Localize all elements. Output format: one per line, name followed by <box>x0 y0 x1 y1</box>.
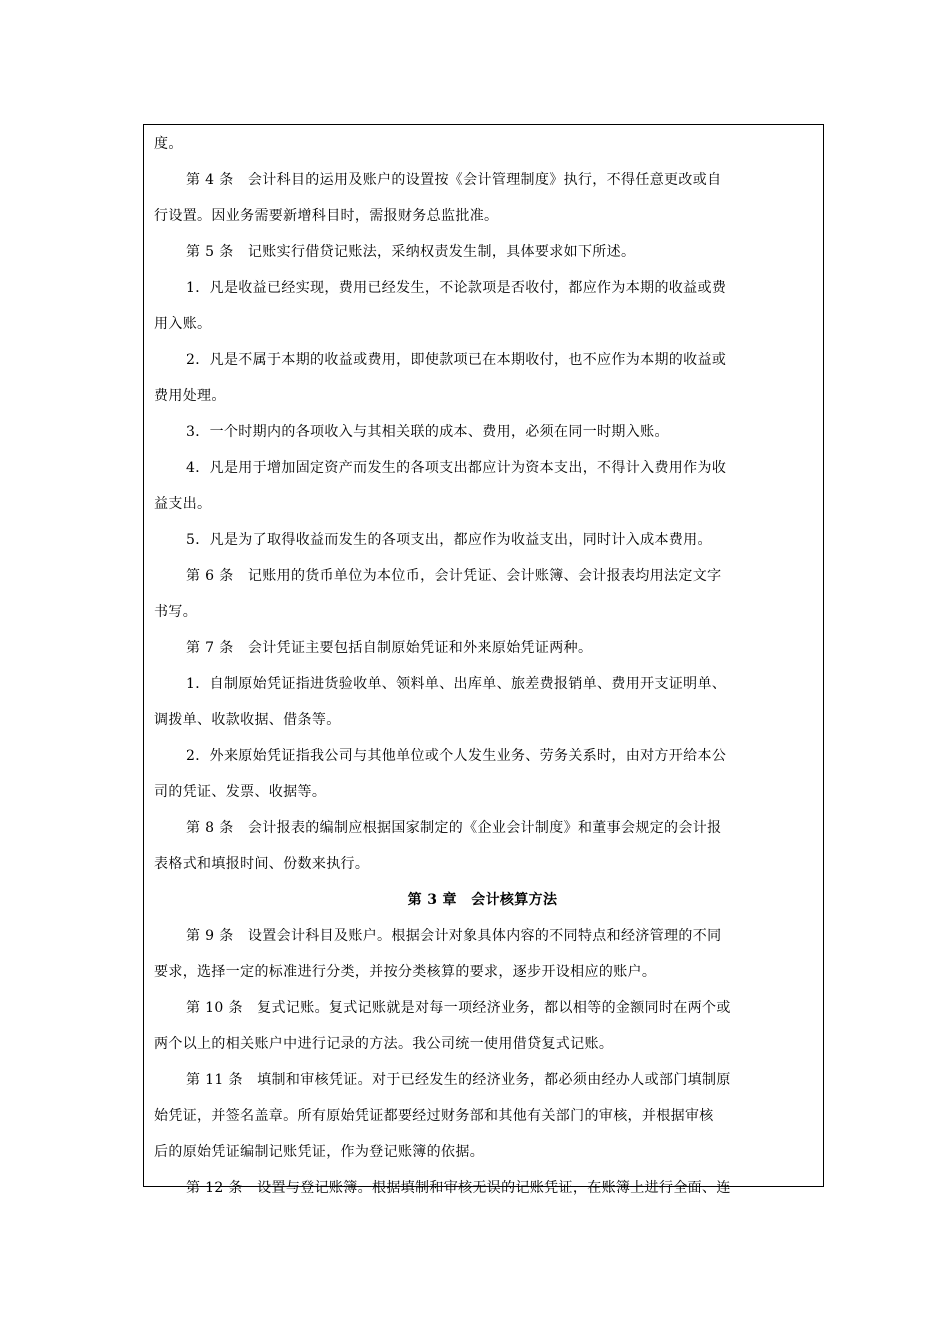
text-line: 两个以上的相关账户中进行记录的方法。我公司统一使用借贷复式记账。 <box>154 1036 614 1052</box>
text-line: 第 10 条 复式记账。复式记账就是对每一项经济业务，都以相等的金额同时在两个或 <box>186 1000 731 1016</box>
text-line: 第 11 条 填制和审核凭证。对于已经发生的经济业务，都必须由经办人或部门填制原 <box>186 1072 731 1088</box>
text-line: 第 12 条 设置与登记账簿。根据填制和审核无误的记账凭证，在账簿上进行全面、连 <box>186 1180 731 1196</box>
text-line: 用入账。 <box>154 316 212 332</box>
document-body <box>144 125 823 1206</box>
text-line: 1．自制原始凭证指进货验收单、领料单、出库单、旅差费报销单、费用开支证明单、 <box>186 676 727 692</box>
document-frame <box>143 124 824 1196</box>
text-line: 行设置。因业务需要新增科目时，需报财务总监批准。 <box>154 208 499 224</box>
text-line: 后的原始凭证编制记账凭证，作为登记账簿的依据。 <box>154 1144 485 1160</box>
text-line: 第 9 条 设置会计科目及账户。根据会计对象具体内容的不同特点和经济管理的不同 <box>186 928 722 944</box>
text-line: 书写。 <box>154 604 198 620</box>
text-line: 第 8 条 会计报表的编制应根据国家制定的《企业会计制度》和董事会规定的会计报 <box>186 820 722 836</box>
chapter-heading: 第 3 章 会计核算方法 <box>407 892 558 908</box>
text-line: 费用处理。 <box>154 388 226 404</box>
text-line: 第 6 条 记账用的货币单位为本位币，会计凭证、会计账簿、会计报表均用法定文字 <box>186 568 722 584</box>
text-line: 第 4 条 会计科目的运用及账户的设置按《会计管理制度》执行，不得任意更改或自 <box>186 172 722 188</box>
text-line: 表格式和填报时间、份数来执行。 <box>154 856 370 872</box>
text-line: 司的凭证、发票、收据等。 <box>154 784 327 800</box>
text-line: 始凭证，并签名盖章。所有原始凭证都要经过财务部和其他有关部门的审核，并根据审核 <box>154 1108 714 1124</box>
text-line: 度。 <box>154 136 183 152</box>
text-line: 3．一个时期内的各项收入与其相关联的成本、费用，必须在同一时期入账。 <box>186 424 669 440</box>
text-line: 第 7 条 会计凭证主要包括自制原始凭证和外来原始凭证两种。 <box>186 640 593 656</box>
text-line: 调拨单、收款收据、借条等。 <box>154 712 341 728</box>
text-line: 4．凡是用于增加固定资产而发生的各项支出都应计为资本支出，不得计入费用作为收 <box>186 460 727 476</box>
text-line: 1．凡是收益已经实现，费用已经发生，不论款项是否收付，都应作为本期的收益或费 <box>186 280 727 296</box>
text-line: 要求，选择一定的标准进行分类，并按分类核算的要求，逐步开设相应的账户。 <box>154 964 657 980</box>
text-line: 2．外来原始凭证指我公司与其他单位或个人发生业务、劳务关系时，由对方开给本公 <box>186 748 727 764</box>
text-line: 2．凡是不属于本期的收益或费用，即使款项已在本期收付，也不应作为本期的收益或 <box>186 352 727 368</box>
text-line: 5．凡是为了取得收益而发生的各项支出，都应作为收益支出，同时计入成本费用。 <box>186 532 712 548</box>
text-line: 第 5 条 记账实行借贷记账法，采纳权责发生制，具体要求如下所述。 <box>186 244 636 260</box>
text-line: 益支出。 <box>154 496 212 512</box>
